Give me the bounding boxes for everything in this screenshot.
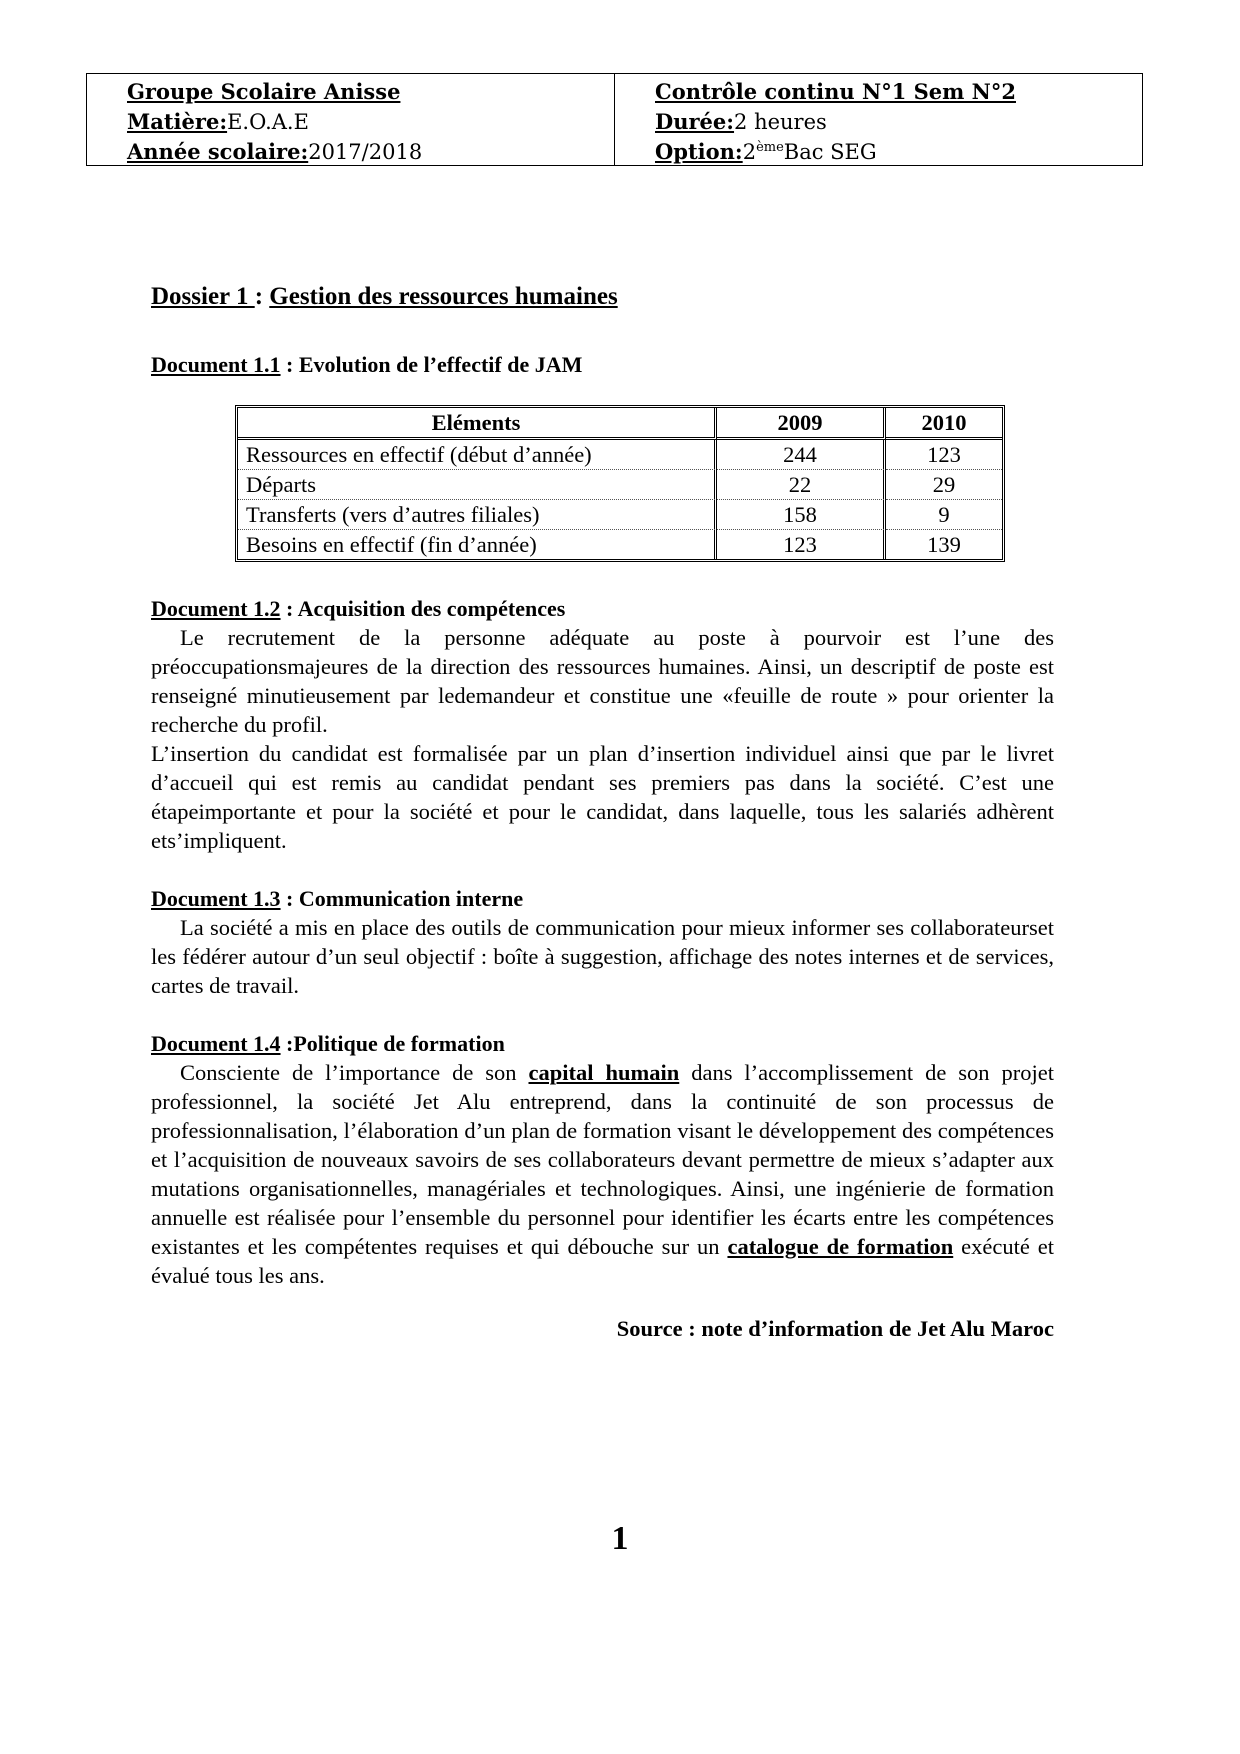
school-name: Groupe Scolaire Anisse <box>127 79 401 104</box>
exam-title: Contrôle continu N°1 Sem N°2 <box>655 79 1016 104</box>
dossier-heading: Dossier 1 : Gestion des ressources humaines <box>151 283 618 310</box>
document-1-2-body <box>151 623 1054 855</box>
table-cell: Ressources en effectif (début d’année) <box>238 440 717 470</box>
keyword-capital-humain: capital humain <box>528 1060 680 1085</box>
paragraph: Le recrutement de la personne adéquate au poste à pourvoir est l’une des préoccupationsmajeures de la direction des ressources humaines. Ainsi, un descriptif de poste est renseigné minutieusement par ledemandeur et constitue une «feuille de route » pour orienter la recherche du profil. <box>151 625 1054 737</box>
table-cell: 244 <box>717 440 886 470</box>
table-row <box>238 500 1002 530</box>
document-1-4-heading: Document 1.4 :Politique de formation <box>151 1031 505 1056</box>
document-1-4-body <box>151 1058 1054 1290</box>
paragraph: La société a mis en place des outils de communication pour mieux informer ses collaborateurset les fédérer autour d’un seul objectif : boîte à suggestion, affichage des notes internes et de services, cartes de travail. <box>151 915 1054 998</box>
table-cell: 123 <box>886 440 1002 470</box>
school-year-line: Année scolaire:2017/2018 <box>127 139 423 164</box>
table-cell: Besoins en effectif (fin d’année) <box>238 530 717 559</box>
document-1-1-heading: Document 1.1 : Evolution de l’effectif de JAM <box>151 352 583 377</box>
table-cell: 29 <box>886 470 1002 500</box>
page-number: 1 <box>611 1520 629 1557</box>
keyword-catalogue-formation: catalogue de formation <box>727 1234 954 1259</box>
column-header: 2010 <box>886 408 1002 440</box>
document-1-3-body <box>151 913 1054 1000</box>
table-row <box>238 440 1002 470</box>
table-row <box>238 530 1002 559</box>
table-cell: 123 <box>717 530 886 559</box>
table-cell: Départs <box>238 470 717 500</box>
option-line: Option:2èmeBac SEG <box>655 139 877 164</box>
header-left <box>87 74 614 165</box>
duration-line: Durée:2 heures <box>655 109 827 134</box>
paragraph: L’insertion du candidat est formalisée par un plan d’insertion individuel ainsi que par le livret d’accueil qui est remis au candidat pendant ses premiers pas dans la société. C’est une étapeimportante et pour la société et pour le candidat, dans laquelle, tous les salariés adhèrent ets’impliquent. <box>151 741 1054 853</box>
workforce-table <box>235 405 1005 562</box>
source-note: Source : note d’information de Jet Alu Maroc <box>616 1316 1054 1341</box>
column-header: Eléments <box>238 408 717 440</box>
document-1-3-heading: Document 1.3 : Communication interne <box>151 886 524 911</box>
column-header: 2009 <box>717 408 886 440</box>
table-row <box>238 470 1002 500</box>
header-box <box>86 73 1143 166</box>
document-1-2-heading: Document 1.2 : Acquisition des compétences <box>151 596 566 621</box>
header-right <box>614 74 1142 165</box>
table-cell: 158 <box>717 500 886 530</box>
table-header-row <box>238 408 1002 440</box>
table-cell: Transferts (vers d’autres filiales) <box>238 500 717 530</box>
table-cell: 9 <box>886 500 1002 530</box>
paragraph: Consciente de l’importance de son capital humain dans l’accomplissement de son projet professionnel, la société Jet Alu entreprend, dans la continuité de son processus de professionnalisation, l’élaboration d’un plan de formation visant le développement des compétences et l’acquisition de nouveaux savoirs de ses collaborateurs devant permettre de mieux s’adapter aux mutations organisationnelles, managériales et technologiques. Ainsi, une ingénierie de formation annuelle est réalisée pour l’ensemble du personnel pour identifier les écarts entre les compétences existantes et les compétentes requises et qui débouche sur un catalogue de formation exécuté et évalué tous les ans. <box>151 1060 1054 1288</box>
table-cell: 139 <box>927 532 961 557</box>
subject-line: Matière:E.O.A.E <box>127 109 309 134</box>
table-cell: 22 <box>717 470 886 500</box>
